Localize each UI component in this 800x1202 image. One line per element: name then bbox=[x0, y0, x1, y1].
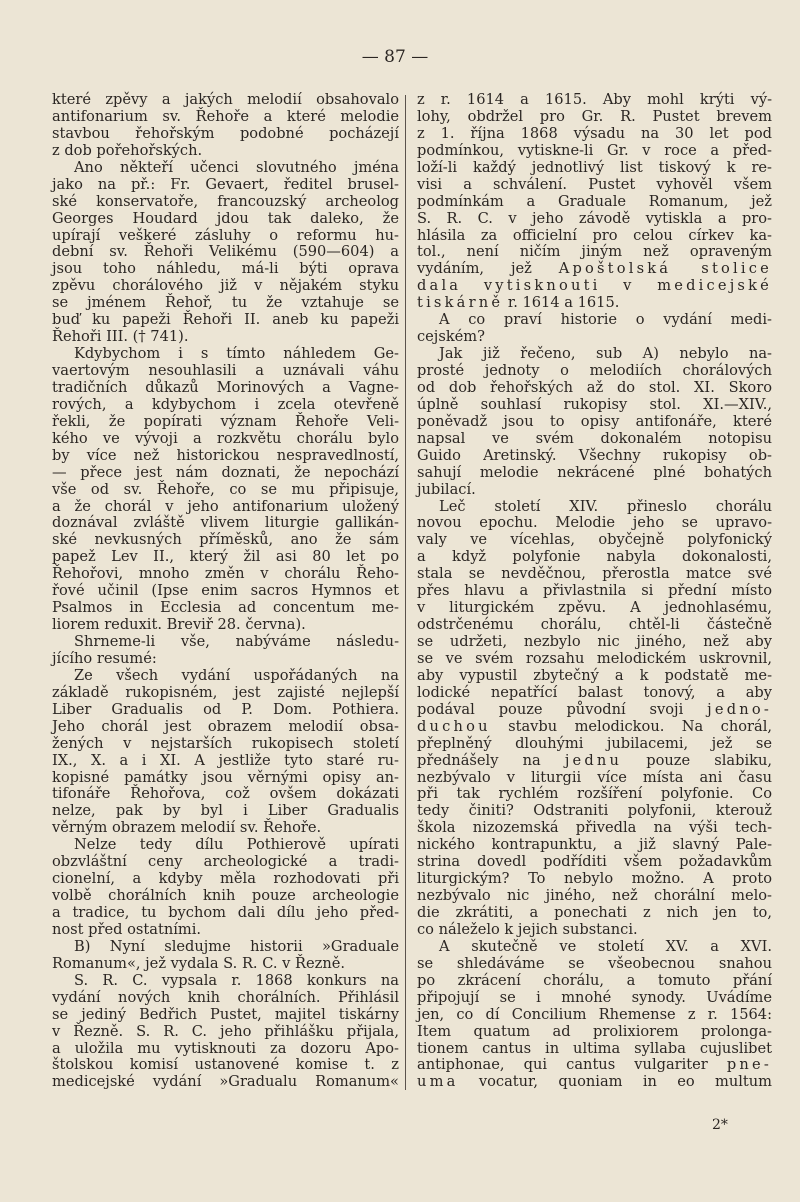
paragraph bbox=[52, 668, 399, 837]
text-line bbox=[417, 905, 772, 922]
text-line bbox=[417, 329, 772, 346]
text-segment: ské konservatoře, francouzský archeolog bbox=[52, 192, 399, 210]
text-segment: nezbývalo v liturgii více místa ani času bbox=[417, 768, 772, 786]
text-line bbox=[52, 871, 399, 888]
text-line bbox=[417, 1074, 772, 1091]
text-segment: stavbou řehořským podobné pocházejí bbox=[52, 124, 399, 142]
text-segment: valy ve vícehlas, obyčejně polyfonický bbox=[417, 531, 772, 549]
text-segment: připojují se i mnohé synody. Uvádíme bbox=[417, 988, 772, 1006]
text-line bbox=[52, 1041, 399, 1058]
text-line bbox=[417, 719, 772, 736]
text-segment: obzvláštní ceny archeologické a tradi- bbox=[52, 853, 399, 871]
paragraph bbox=[52, 92, 399, 160]
text-line bbox=[417, 261, 772, 278]
spaced-emphasis: Apoštolská stolice bbox=[558, 260, 772, 278]
paragraph bbox=[52, 346, 399, 634]
text-line bbox=[417, 600, 772, 617]
text-line bbox=[52, 1024, 399, 1041]
text-line bbox=[52, 329, 399, 346]
text-line bbox=[417, 482, 772, 499]
column-divider bbox=[405, 95, 406, 1090]
text-line bbox=[417, 228, 772, 245]
text-segment: a když polyfonie nabyla dokonalosti, bbox=[417, 548, 772, 566]
text-line bbox=[417, 854, 772, 871]
text-line bbox=[52, 160, 399, 177]
text-segment: při tak rychlém rozšíření polyfonie. Co bbox=[417, 785, 772, 803]
text-segment: řekli, že popírati význam Řehoře Veli- bbox=[52, 412, 399, 430]
paragraph bbox=[52, 634, 399, 668]
text-line bbox=[417, 414, 772, 431]
text-segment: škola nizozemská přivedla na výši tech- bbox=[417, 819, 772, 837]
text-segment: z r. 1614 a 1615. Aby mohl krýti vý- bbox=[417, 91, 772, 108]
text-line bbox=[52, 736, 399, 753]
text-segment: nezbývalo nic jiného, než chorální melo- bbox=[417, 887, 772, 905]
text-line bbox=[52, 92, 399, 109]
text-line bbox=[417, 160, 772, 177]
text-segment: Psalmos in Ecclesia ad concentum me- bbox=[52, 599, 399, 617]
text-segment: hlásila za officielní pro celou církev ka- bbox=[417, 226, 772, 244]
right-column bbox=[417, 92, 772, 1091]
text-segment: Jeho chorál jest obrazem melodií obsa- bbox=[52, 717, 399, 735]
text-segment: věrným obrazem melodií sv. Řehoře. bbox=[52, 819, 322, 837]
text-line bbox=[417, 1024, 772, 1041]
text-line bbox=[417, 363, 772, 380]
text-line bbox=[417, 668, 772, 685]
spaced-emphasis: uma bbox=[417, 1073, 459, 1091]
text-line bbox=[417, 702, 772, 719]
text-segment: antifonarium sv. Řehoře a které melodie bbox=[52, 107, 399, 125]
text-segment: základě rukopisném, jest zajisté nejlepší bbox=[52, 683, 399, 701]
text-line bbox=[417, 956, 772, 973]
paragraph bbox=[52, 160, 399, 346]
text-line bbox=[417, 465, 772, 482]
text-line bbox=[52, 295, 399, 312]
text-segment: by více než historickou nespravedlností, bbox=[52, 446, 399, 464]
text-line bbox=[52, 482, 399, 499]
text-line bbox=[417, 211, 772, 228]
text-line bbox=[52, 939, 399, 956]
text-segment: upírají veškeré zásluhy o reformu hu- bbox=[52, 226, 399, 244]
paragraph bbox=[52, 837, 399, 939]
text-segment: die zkrátiti, a ponechati z nich jen to, bbox=[417, 904, 772, 921]
text-line bbox=[52, 770, 399, 787]
text-segment: liturgickým? To nebylo možno. A proto bbox=[417, 870, 772, 888]
paragraph bbox=[417, 346, 772, 498]
text-line bbox=[417, 515, 772, 532]
text-line bbox=[52, 261, 399, 278]
text-segment: vocatur, quoniam in eo multum bbox=[458, 1073, 772, 1091]
text-segment: Shrneme-li vše, nabýváme následu- bbox=[74, 633, 399, 650]
text-line bbox=[52, 854, 399, 871]
paragraph bbox=[417, 499, 772, 939]
text-line bbox=[417, 126, 772, 143]
text-segment: vše od sv. Řehoře, co se mu připisuje, bbox=[52, 480, 399, 498]
spaced-emphasis: duchou bbox=[417, 717, 491, 735]
text-line bbox=[52, 837, 399, 854]
text-segment: jako na př.: Fr. Gevaert, ředitel brusel- bbox=[52, 175, 399, 193]
paragraph bbox=[417, 312, 772, 346]
text-segment: ské nevkusných příměsků, ano že sám bbox=[52, 531, 399, 549]
text-segment: odstrčenému chorálu, chtěl-li částečně bbox=[417, 616, 772, 634]
text-segment: tol., není ničím jiným než opraveným bbox=[417, 243, 772, 261]
text-segment: pouze slabiku, bbox=[622, 751, 772, 769]
left-column bbox=[52, 92, 399, 1091]
text-line bbox=[52, 228, 399, 245]
text-segment: se shledáváme se všeobecnou snahou bbox=[417, 954, 772, 972]
paragraph bbox=[52, 973, 399, 1092]
text-line bbox=[52, 1057, 399, 1074]
text-line bbox=[417, 786, 772, 803]
text-segment: z 1. října 1868 výsadu na 30 let pod bbox=[417, 124, 772, 142]
text-line bbox=[52, 820, 399, 837]
text-segment: prosté jednoty o melodiích chorálových bbox=[417, 362, 772, 379]
text-line bbox=[52, 312, 399, 329]
text-segment: doznával zvláště vlivem liturgie gallikán- bbox=[52, 514, 399, 532]
text-line bbox=[417, 380, 772, 397]
text-segment: Ano někteří učenci slovutného jména bbox=[74, 158, 399, 176]
text-line bbox=[52, 973, 399, 990]
text-line bbox=[417, 736, 772, 753]
text-segment: visi a schválení. Pustet vyhověl všem bbox=[417, 175, 772, 193]
text-line bbox=[417, 990, 772, 1007]
text-line bbox=[52, 753, 399, 770]
text-line bbox=[417, 1041, 772, 1058]
text-line bbox=[417, 143, 772, 160]
text-segment: vaertovým nesouhlasili a uznávali váhu bbox=[52, 362, 399, 379]
text-line bbox=[417, 939, 772, 956]
paragraph bbox=[417, 939, 772, 1091]
text-segment: S. R. C. vypsala r. 1868 konkurs na bbox=[74, 971, 399, 989]
text-line bbox=[52, 109, 399, 126]
text-segment: Leč století XIV. přineslo chorálu bbox=[439, 497, 772, 515]
text-segment: IX., X. a i XI. A jestliže tyto staré ru- bbox=[52, 751, 399, 769]
text-segment: lodické nepatřící balast tonový, a aby bbox=[417, 683, 772, 701]
text-line bbox=[52, 499, 399, 516]
text-segment: medicejské vydání »Gradualu Romanum« bbox=[52, 1073, 399, 1091]
text-segment: cejském? bbox=[417, 328, 485, 346]
text-segment: r. 1614 a 1615. bbox=[503, 294, 620, 312]
text-segment: se ve svém rozsahu melodickém uskrovnil, bbox=[417, 649, 772, 667]
text-segment: tradičních důkazů Morinových a Vagne- bbox=[52, 378, 399, 396]
text-line bbox=[52, 888, 399, 905]
text-line bbox=[52, 685, 399, 702]
text-line bbox=[417, 871, 772, 888]
spaced-emphasis: jedno- bbox=[707, 700, 772, 718]
text-line bbox=[417, 1057, 772, 1074]
text-segment: loží-li každý jednotlivý list tiskový k re- bbox=[417, 158, 772, 176]
text-segment: vydání nových knih chorálních. Přihlásil bbox=[52, 988, 399, 1006]
text-segment: dební sv. Řehoři Velikému (590—604) a bbox=[52, 243, 399, 261]
text-line bbox=[52, 211, 399, 228]
text-line bbox=[417, 583, 772, 600]
text-segment: papež Lev II., který žil asi 80 let po bbox=[52, 548, 399, 566]
text-segment: které zpěvy a jakých melodií obsahovalo bbox=[52, 91, 399, 108]
text-segment: A co praví historie o vydání medi- bbox=[439, 311, 772, 329]
text-line bbox=[52, 244, 399, 261]
text-segment: a tradice, tu bychom dali dílu jeho před- bbox=[52, 904, 399, 921]
text-line bbox=[417, 194, 772, 211]
text-line bbox=[52, 532, 399, 549]
text-segment: stala se nevděčnou, přerostla matce své bbox=[417, 565, 772, 583]
paragraph bbox=[417, 92, 772, 312]
text-segment: Řehořovi, mnoho změn v chorálu Řeho- bbox=[52, 565, 399, 583]
text-line bbox=[52, 515, 399, 532]
text-segment: Guido Aretinský. Všechny rukopisy ob- bbox=[417, 446, 772, 464]
spaced-emphasis: jednu bbox=[564, 751, 623, 769]
text-segment: se udržeti, nezbylo nic jiného, než aby bbox=[417, 633, 772, 650]
text-segment: se jménem Řehoř, tu že vztahuje se bbox=[52, 294, 399, 312]
text-line bbox=[417, 770, 772, 787]
text-segment: se jediný Bedřich Pustet, majitel tiskárny bbox=[52, 1005, 399, 1023]
text-line bbox=[417, 617, 772, 634]
text-segment: jen, co dí Concilium Rhemense z r. 1564: bbox=[417, 1005, 772, 1023]
text-segment: kého ve vývoji a rozkvětu chorálu bylo bbox=[52, 429, 399, 447]
text-segment: volbě chorálních knih pouze archeologie bbox=[52, 887, 399, 905]
text-line bbox=[417, 448, 772, 465]
text-line bbox=[417, 634, 772, 651]
text-line bbox=[52, 668, 399, 685]
spaced-emphasis: dala vytisknouti v medicejské bbox=[417, 277, 772, 295]
text-line bbox=[417, 549, 772, 566]
text-line bbox=[52, 177, 399, 194]
text-segment: Item quatum ad prolixiorem prolonga- bbox=[417, 1022, 772, 1040]
text-line bbox=[417, 803, 772, 820]
text-segment: přednášely na bbox=[417, 751, 565, 769]
text-segment: Liber Gradualis od P. Dom. Pothiera. bbox=[52, 700, 399, 718]
text-segment: po zkrácení chorálu, a tomuto přání bbox=[417, 971, 772, 989]
text-line bbox=[52, 905, 399, 922]
text-segment: žených v nejstarších rukopisech století bbox=[52, 734, 399, 752]
text-segment: přeplněný dlouhými jubilacemi, jež se bbox=[417, 734, 772, 752]
text-segment: B) Nyní sledujme historii »Graduale bbox=[74, 937, 399, 955]
text-line bbox=[417, 1007, 772, 1024]
text-segment: štolskou komisí ustanovené komise t. z bbox=[52, 1056, 399, 1074]
text-segment: a že chorál v jeho antifonarium uložený bbox=[52, 497, 399, 515]
text-line bbox=[417, 566, 772, 583]
text-line bbox=[52, 803, 399, 820]
text-line bbox=[417, 177, 772, 194]
text-line bbox=[52, 566, 399, 583]
text-segment: stavbu melodickou. Na chorál, bbox=[490, 717, 772, 735]
text-line bbox=[417, 312, 772, 329]
text-line bbox=[52, 194, 399, 211]
text-segment: — přece jest nám doznati, že nepochází bbox=[52, 463, 399, 481]
text-line bbox=[52, 549, 399, 566]
text-segment: tionem cantus in ultima syllaba cujuslibet bbox=[417, 1039, 772, 1057]
text-line bbox=[52, 922, 399, 939]
text-line bbox=[52, 634, 399, 651]
text-line bbox=[52, 786, 399, 803]
text-line bbox=[52, 346, 399, 363]
text-line bbox=[417, 820, 772, 837]
text-line bbox=[417, 499, 772, 516]
text-line bbox=[417, 973, 772, 990]
text-line bbox=[52, 600, 399, 617]
text-line bbox=[52, 583, 399, 600]
text-segment: nelze, pak by byl i Liber Gradualis bbox=[52, 802, 399, 820]
text-line bbox=[417, 295, 772, 312]
text-segment: liorem reduxit. Breviř 28. června). bbox=[52, 616, 306, 634]
text-line bbox=[52, 956, 399, 973]
spaced-emphasis: pne- bbox=[726, 1056, 772, 1074]
text-line bbox=[417, 244, 772, 261]
text-line bbox=[52, 143, 399, 160]
text-line bbox=[52, 1007, 399, 1024]
text-line bbox=[417, 888, 772, 905]
text-segment: novou epochu. Melodie jeho se upravo- bbox=[417, 514, 772, 532]
page-number: — 87 — bbox=[361, 47, 429, 67]
text-segment: Romanum«, jež vydala S. R. C. v Řezně. bbox=[52, 954, 346, 972]
signature-mark: 2* bbox=[712, 1117, 728, 1133]
text-segment: jícího resumé: bbox=[52, 649, 157, 667]
text-segment: lohy, obdržel pro Gr. R. Pustet brevem bbox=[417, 107, 772, 125]
text-line bbox=[52, 1074, 399, 1091]
text-line bbox=[52, 617, 399, 634]
text-segment: úplně souhlasí rukopisy stol. XI.—XIV., bbox=[417, 395, 772, 413]
text-segment: antiphonae, qui cantus vulgariter bbox=[417, 1056, 727, 1074]
text-segment: Kdybychom i s tímto náhledem Ge- bbox=[74, 345, 399, 363]
text-segment: napsal ve svém dokonalém notopisu bbox=[417, 429, 772, 447]
text-segment: tifonáře Řehořova, což ovšem dokázati bbox=[52, 785, 399, 803]
text-segment: Georges Houdard jdou tak daleko, že bbox=[52, 209, 399, 227]
text-line bbox=[52, 363, 399, 380]
text-line bbox=[52, 448, 399, 465]
text-line bbox=[52, 990, 399, 1007]
text-segment: sahují melodie nekrácené plné bohatých bbox=[417, 463, 772, 481]
text-line bbox=[417, 431, 772, 448]
paragraph bbox=[52, 939, 399, 973]
text-line bbox=[52, 702, 399, 719]
text-line bbox=[52, 380, 399, 397]
text-line bbox=[417, 651, 772, 668]
text-segment: vydáním, jež bbox=[417, 260, 559, 278]
text-segment: co náleželo k jejich substanci. bbox=[417, 920, 638, 938]
text-segment: buď ku papeži Řehoři II. aneb ku papeži bbox=[52, 311, 399, 329]
text-segment: z dob pořehořských. bbox=[52, 141, 203, 159]
text-segment: podmínkám a Graduale Romanum, jež bbox=[417, 192, 772, 210]
text-line bbox=[417, 397, 772, 414]
text-segment: cionelní, a kdyby měla rozhodovati při bbox=[52, 870, 399, 888]
text-line bbox=[52, 126, 399, 143]
text-line bbox=[52, 719, 399, 736]
text-line bbox=[417, 92, 772, 109]
text-line bbox=[52, 397, 399, 414]
text-segment: S. R. C. v jeho závodě vytiskla a pro- bbox=[417, 209, 772, 227]
text-line bbox=[417, 278, 772, 295]
text-segment: v liturgickém zpěvu. A jednohlasému, bbox=[417, 599, 772, 617]
text-line bbox=[417, 346, 772, 363]
text-line bbox=[417, 532, 772, 549]
text-segment: jubilací. bbox=[417, 480, 476, 498]
text-segment: nost před ostatními. bbox=[52, 920, 202, 938]
text-segment: kopisné památky jsou věrnými opisy an- bbox=[52, 768, 399, 786]
text-segment: přes hlavu a přivlastnila si přední místo bbox=[417, 582, 772, 600]
text-line bbox=[52, 465, 399, 482]
text-segment: poněvadž jsou to opisy antifonáře, které bbox=[417, 412, 772, 430]
text-line bbox=[52, 431, 399, 448]
text-segment: v Řezně. S. R. C. jeho přihlášku přijala, bbox=[52, 1022, 399, 1040]
text-segment: Jak již řečeno, sub A) nebylo na- bbox=[439, 345, 772, 363]
text-segment: řové učinil (Ipse enim sacros Hymnos et bbox=[52, 582, 399, 600]
text-line bbox=[417, 922, 772, 939]
text-segment: A skutečně ve století XV. a XVI. bbox=[439, 937, 772, 955]
spaced-emphasis: tiskárně bbox=[417, 294, 504, 312]
text-segment: nického kontrapunktu, a již slavný Pale- bbox=[417, 836, 772, 854]
text-line bbox=[417, 685, 772, 702]
text-segment: jsou toho náhledu, má-li býti oprava bbox=[52, 260, 399, 278]
text-segment: podmínkou, vytiskne-li Gr. v roce a před- bbox=[417, 141, 772, 159]
text-line bbox=[52, 414, 399, 431]
text-line bbox=[417, 837, 772, 854]
text-line bbox=[417, 753, 772, 770]
text-segment: zpěvu chorálového již v nějakém styku bbox=[52, 277, 399, 295]
text-line bbox=[52, 651, 399, 668]
text-line bbox=[52, 278, 399, 295]
text-segment: rových, a kdybychom i zcela otevřeně bbox=[52, 395, 399, 413]
text-line bbox=[417, 109, 772, 126]
text-segment: Řehoři III. († 741). bbox=[52, 328, 189, 346]
text-segment: Ze všech vydání uspořádaných na bbox=[74, 666, 399, 684]
text-segment: Nelze tedy dílu Pothierově upírati bbox=[74, 836, 399, 854]
text-segment: a uložila mu vytisknouti za dozoru Apo- bbox=[52, 1039, 399, 1057]
text-segment: strina dovedl podříditi všem požadavkům bbox=[417, 853, 772, 871]
text-segment: podával pouze původní svoji bbox=[417, 700, 708, 718]
text-segment: tedy činiti? Odstraniti polyfonii, kterouž bbox=[417, 802, 772, 820]
text-segment: aby vypustil zbytečný a k podstatě me- bbox=[417, 666, 772, 684]
text-segment: od dob řehořských až do stol. XI. Skoro bbox=[417, 378, 772, 396]
